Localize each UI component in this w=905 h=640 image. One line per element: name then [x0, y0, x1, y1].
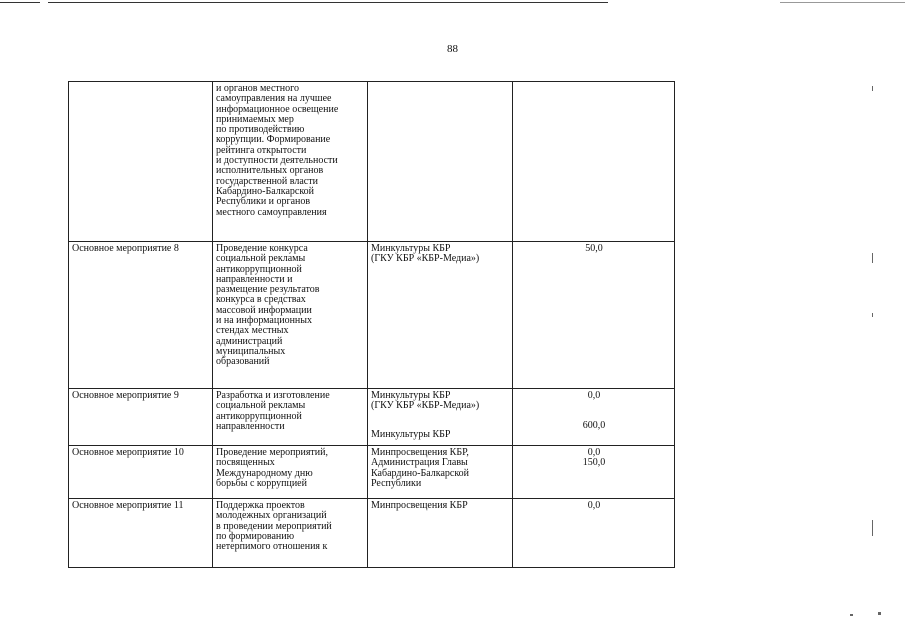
text-line: образований	[216, 356, 270, 368]
amount-value: 0,0	[587, 500, 601, 511]
text-line: Кабардино-Балкарской	[216, 185, 315, 197]
text-line: коррупции. Формирование	[216, 134, 331, 146]
scan-edge-line	[48, 2, 608, 3]
text-line: антикоррупционной	[216, 263, 302, 275]
text-line: рейтинга открытости	[216, 144, 307, 156]
item-cell: Основное мероприятие 11	[69, 499, 213, 568]
text-line: социальной рекламы	[216, 400, 306, 412]
executor-cell	[368, 82, 513, 242]
text-line: Минкультуры КБР	[371, 428, 451, 440]
text-line: борьбы с коррупцией	[216, 477, 307, 489]
item-cell: Основное мероприятие 8	[69, 242, 213, 389]
text-line: государственной власти	[216, 175, 318, 187]
text-line: Международному дню	[216, 467, 313, 479]
text-line: муниципальных	[216, 345, 286, 357]
text-line: и органов местного	[216, 83, 299, 94]
text-line: по противодействию	[216, 124, 305, 136]
scan-artifact	[872, 520, 873, 536]
text-line: посвященных	[216, 457, 275, 469]
text-line: администраций	[216, 335, 283, 347]
text-line: направленности	[216, 420, 285, 432]
text-line: Минпросвещения КБР,	[371, 447, 469, 458]
description-cell	[213, 389, 368, 446]
text-line: Республики	[371, 477, 422, 489]
text-line: Республики и органов	[216, 196, 311, 208]
table-row	[69, 389, 675, 446]
text-line: по формированию	[216, 530, 295, 542]
description-cell	[213, 446, 368, 499]
scan-edge-line	[0, 2, 40, 3]
table-row	[69, 499, 675, 568]
executor-cell	[368, 389, 513, 446]
text-line: Администрация Главы	[371, 457, 468, 469]
scan-artifact	[872, 253, 873, 263]
text-line: в проведении мероприятий	[216, 520, 332, 532]
text-line: нетерпимого отношения к	[216, 541, 328, 553]
text-line: социальной рекламы	[216, 253, 306, 265]
text-line: (ГКУ КБР «КБР-Медиа»)	[371, 400, 480, 412]
amount-cell	[513, 242, 675, 389]
activities-table	[68, 81, 675, 568]
executor-cell	[368, 242, 513, 389]
page-number: 88	[447, 43, 458, 55]
text-line: исполнительных органов	[216, 165, 324, 177]
text-line: и на информационных	[216, 315, 312, 327]
scan-edge-line	[780, 2, 905, 3]
text-line: Разработка и изготовление	[216, 390, 330, 401]
text-line: самоуправления на лучшее	[216, 93, 332, 105]
text-line: информационное освещение	[216, 103, 339, 115]
text-line: местного самоуправления	[216, 206, 327, 218]
scan-artifact	[878, 612, 881, 615]
description-cell	[213, 499, 368, 568]
text-line: Проведение конкурса	[216, 243, 308, 254]
text-line: Минкультуры КБР	[371, 243, 451, 254]
table-row	[69, 446, 675, 499]
item-cell	[69, 82, 213, 242]
text-line: Поддержка проектов	[216, 500, 305, 511]
amount-value: 0,0	[587, 390, 601, 401]
description-cell	[213, 242, 368, 389]
amount-value: 600,0	[582, 420, 606, 432]
amount-value: 0,0	[587, 447, 601, 458]
amount-cell	[513, 499, 675, 568]
text-line: принимаемых мер	[216, 113, 294, 125]
text-line: и доступности деятельности	[216, 155, 338, 167]
text-line: антикоррупционной	[216, 410, 302, 422]
text-line: конкурса в средствах	[216, 294, 306, 306]
scan-artifact	[872, 313, 873, 317]
scan-artifact	[850, 614, 853, 616]
text-line: стендах местных	[216, 325, 289, 337]
text-line: размещение результатов	[216, 284, 320, 296]
item-cell: Основное мероприятие 9	[69, 389, 213, 446]
amount-cell	[513, 446, 675, 499]
text-line: Кабардино-Балкарской	[371, 467, 470, 479]
text-line: Проведение мероприятий,	[216, 447, 329, 458]
amount-value: 150,0	[582, 457, 606, 469]
scan-artifact	[872, 86, 873, 91]
table-row	[69, 82, 675, 242]
executor-cell	[368, 499, 513, 568]
text-line: массовой информации	[216, 304, 312, 316]
amount-cell	[513, 82, 675, 242]
text-line: молодежных организаций	[216, 510, 327, 522]
executor-cell	[368, 446, 513, 499]
text-line: (ГКУ КБР «КБР-Медиа»)	[371, 253, 480, 265]
amount-cell	[513, 389, 675, 446]
text-line: направленности и	[216, 273, 293, 285]
text-line: Минпросвещения КБР	[371, 500, 468, 511]
text-line: Минкультуры КБР	[371, 390, 451, 401]
amount-value: 50,0	[585, 243, 603, 254]
description-cell	[213, 82, 368, 242]
table-row	[69, 242, 675, 389]
item-cell: Основное мероприятие 10	[69, 446, 213, 499]
